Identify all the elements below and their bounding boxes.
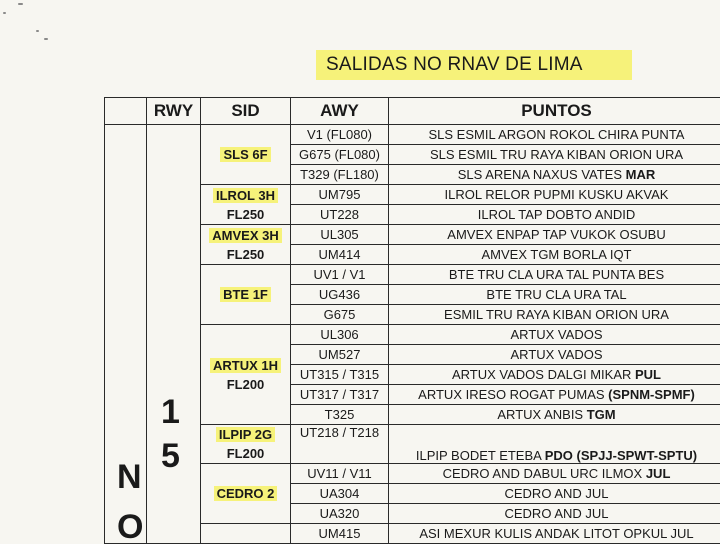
- puntos-bold-text: (SPNM-SPMF): [608, 387, 695, 402]
- puntos-cell: [389, 165, 720, 185]
- puntos-text: BTE TRU CLA URA TAL PUNTA BES: [449, 267, 664, 282]
- table-row: [105, 125, 720, 145]
- awy-cell: G675 (FL080): [291, 145, 389, 165]
- sid-name: ILPIP 2G: [216, 427, 275, 442]
- puntos-text: ARTUX VADOS: [511, 327, 603, 342]
- sid-cell: [201, 185, 291, 225]
- puntos-cell: [389, 305, 720, 325]
- sid-name: ARTUX 1H: [210, 358, 281, 373]
- sid-name: AMVEX 3H: [209, 228, 281, 243]
- header-blank: [105, 98, 147, 125]
- awy-cell: UL306: [291, 325, 389, 345]
- sid-name: BTE 1F: [220, 287, 271, 302]
- scan-speck: [36, 30, 39, 32]
- awy-cell: UT315 / T315: [291, 365, 389, 385]
- puntos-cell: [389, 125, 720, 145]
- puntos-text: ARTUX VADOS DALGI MIKAR: [452, 367, 635, 382]
- puntos-cell: [389, 265, 720, 285]
- scan-speck: [18, 3, 23, 5]
- awy-cell: UV1 / V1: [291, 265, 389, 285]
- puntos-bold-text: PDO (SPJJ-SPWT-SPTU): [545, 448, 697, 463]
- header-puntos: PUNTOS: [389, 98, 720, 125]
- puntos-text: CEDRO AND DABUL URC ILMOX: [443, 466, 646, 481]
- puntos-text: AMVEX TGM BORLA IQT: [481, 247, 631, 262]
- sid-cell: [201, 425, 291, 464]
- puntos-text: ILROL TAP DOBTO ANDID: [478, 207, 636, 222]
- puntos-cell: [389, 464, 720, 484]
- awy-cell: UA304: [291, 484, 389, 504]
- awy-cell: T325: [291, 405, 389, 425]
- side-letter: O: [117, 508, 143, 544]
- puntos-text: ASI MEXUR KULIS ANDAK LITOT OPKUL JUL: [419, 526, 693, 541]
- puntos-text: SLS ESMIL TRU RAYA KIBAN ORION URA: [430, 147, 683, 162]
- awy-cell: UL305: [291, 225, 389, 245]
- header-row: [105, 98, 720, 125]
- puntos-text: ILROL RELOR PUPMI KUSKU AKVAK: [445, 187, 669, 202]
- sid-flight-level: FL250: [227, 207, 265, 222]
- puntos-cell: [389, 185, 720, 205]
- puntos-cell: [389, 405, 720, 425]
- sid-cell: [201, 325, 291, 425]
- sid-cell: [201, 125, 291, 185]
- puntos-bold-text: MAR: [626, 167, 656, 182]
- sid-cell: [201, 464, 291, 524]
- awy-cell: UV11 / V11: [291, 464, 389, 484]
- awy-cell: G675: [291, 305, 389, 325]
- side-label-cell: [105, 125, 147, 544]
- sid-flight-level: FL200: [227, 446, 265, 461]
- sid-cell: [201, 225, 291, 265]
- sid-cell: [201, 524, 291, 544]
- puntos-bold-text: JUL: [646, 466, 671, 481]
- sid-name: ILROL 3H: [213, 188, 278, 203]
- awy-cell: UT228: [291, 205, 389, 225]
- scan-speck: [44, 38, 48, 40]
- awy-cell: V1 (FL080): [291, 125, 389, 145]
- puntos-bold-text: PUL: [635, 367, 661, 382]
- puntos-text: AMVEX ENPAP TAP VUKOK OSUBU: [447, 227, 665, 242]
- awy-cell: UM415: [291, 524, 389, 544]
- puntos-cell: [389, 365, 720, 385]
- sid-flight-level: FL250: [227, 247, 265, 262]
- puntos-text: ARTUX VADOS: [511, 347, 603, 362]
- header-rwy: RWY: [147, 98, 201, 125]
- puntos-text: ESMIL TRU RAYA KIBAN ORION URA: [444, 307, 669, 322]
- sid-name: SLS 6F: [220, 147, 270, 162]
- sid-table: [104, 97, 720, 544]
- puntos-cell: [389, 484, 720, 504]
- puntos-text: ARTUX ANBIS: [497, 407, 586, 422]
- runway-digit: 1: [161, 393, 180, 432]
- puntos-text: CEDRO AND JUL: [504, 486, 608, 501]
- awy-cell: UM795: [291, 185, 389, 205]
- puntos-text: SLS ESMIL ARGON ROKOL CHIRA PUNTA: [429, 127, 685, 142]
- puntos-cell: [389, 205, 720, 225]
- header-sid: SID: [201, 98, 291, 125]
- puntos-cell: [389, 245, 720, 265]
- puntos-text: BTE TRU CLA URA TAL: [486, 287, 626, 302]
- sid-cell: [201, 265, 291, 325]
- puntos-cell: [389, 425, 720, 464]
- puntos-cell: [389, 225, 720, 245]
- awy-cell: UG436: [291, 285, 389, 305]
- puntos-text: ARTUX IRESO ROGAT PUMAS: [418, 387, 608, 402]
- puntos-text: CEDRO AND JUL: [504, 506, 608, 521]
- puntos-cell: [389, 285, 720, 305]
- awy-cell: UM527: [291, 345, 389, 365]
- awy-cell: T329 (FL180): [291, 165, 389, 185]
- puntos-cell: [389, 145, 720, 165]
- puntos-cell: [389, 524, 720, 544]
- runway-cell: [147, 125, 201, 544]
- sid-flight-level: FL200: [227, 377, 265, 392]
- awy-cell: UT317 / T317: [291, 385, 389, 405]
- puntos-cell: [389, 385, 720, 405]
- page-title: SALIDAS NO RNAV DE LIMA: [316, 50, 632, 80]
- header-awy: AWY: [291, 98, 389, 125]
- puntos-cell: [389, 325, 720, 345]
- side-letter: N: [117, 458, 142, 497]
- puntos-text: ILPIP BODET ETEBA: [416, 448, 545, 463]
- awy-cell: UA320: [291, 504, 389, 524]
- scan-speck: [3, 12, 6, 14]
- puntos-cell: [389, 504, 720, 524]
- awy-cell: UM414: [291, 245, 389, 265]
- sid-name: CEDRO 2: [214, 486, 278, 501]
- runway-digit: 5: [161, 437, 180, 476]
- puntos-text: SLS ARENA NAXUS VATES: [458, 167, 626, 182]
- awy-cell: UT218 / T218: [291, 425, 389, 464]
- puntos-cell: [389, 345, 720, 365]
- puntos-bold-text: TGM: [587, 407, 616, 422]
